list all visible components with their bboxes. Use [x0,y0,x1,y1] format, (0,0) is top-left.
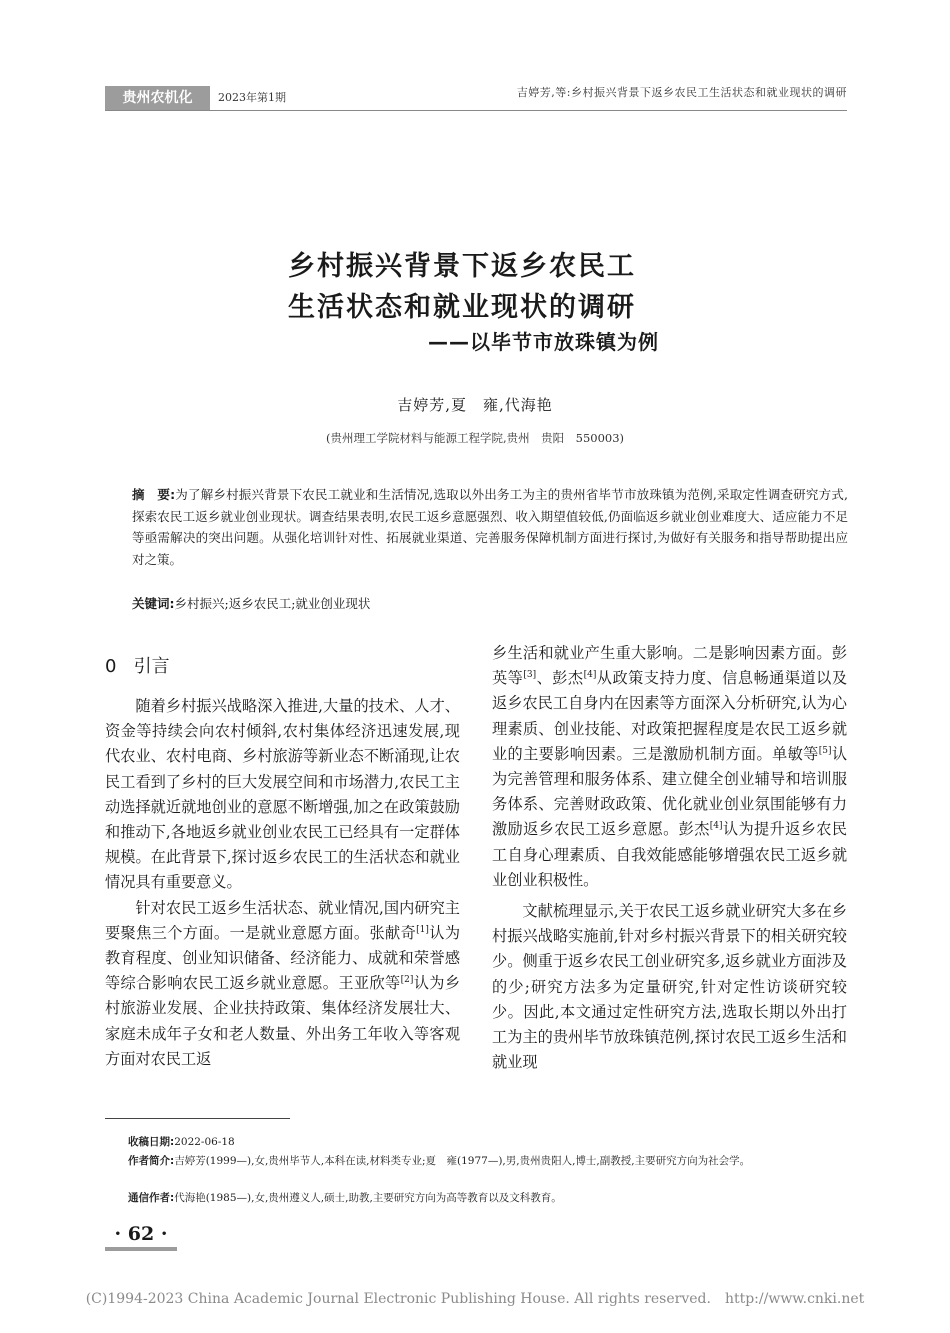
issue-label: 2023年第1期 [218,91,286,104]
paragraph-2-continued [492,641,847,893]
paragraph-text: 认为教育程度、创业知识储备、经济能力、成就和荣誉感等综合影响农民工返乡就业意愿。王亚欣等 [105,923,461,993]
footnote-rule [105,1118,290,1119]
author-list: 吉婷芳,夏 雍,代海艳 [397,396,553,414]
corresponding-text: 代海艳(1985—),女,贵州遵义人,硕士,助教,主要研究方向为高等教育以及文科教育。 [174,1192,562,1204]
page-number-bar [105,1247,177,1251]
citation: [4] [583,670,597,681]
abstract-label: 摘 要: [132,487,176,502]
section-heading [105,652,170,678]
affiliation: (贵州理工学院材料与能源工程学院,贵州 贵阳 550003) [325,431,625,445]
keywords-text: 乡村振兴;返乡农民工;就业创业现状 [174,596,371,611]
received-date: 2022-06-18 [174,1136,235,1148]
subtitle: ——以毕节市放珠镇为例 [428,330,659,354]
citation: [2] [400,975,414,986]
keywords-label: 关键词: [132,596,175,611]
author-bio-label: 作者简介: [128,1155,175,1167]
paragraph-text: 、彭杰 [536,669,584,688]
body-column-left [105,694,460,1072]
section-title: 引言 [133,656,170,677]
citation: [1] [416,924,429,935]
footnote-author-bio [128,1153,848,1170]
paragraph-text: 乡生活和就业产生重大影响。二是影响因素方面。彭英等 [492,644,847,688]
copyright-watermark: (C)1994-2023 China Academic Journal Electronic Publishing House. All rights reserved. http://www.cnki.net [85,1291,865,1307]
header-rule [105,110,847,111]
corresponding-label: 通信作者: [128,1192,175,1204]
page-number: · 62 · [114,1223,168,1245]
citation: [4] [709,821,723,832]
paragraph-1: 随着乡村振兴战略深入推进,大量的技术、人才、资金等持续会向农村倾斜,农村集体经济迅速发展,现代农业、农村电商、乡村旅游等新业态不断涌现,让农民工看到了乡村的巨大发展空间和市场潜力,农民工主动选择就近就地创业的意愿不断增强,加之在政策鼓励和推动下,各地返乡就业创业农民工已经具有一定群体规模。在此背景下,探讨返乡农民工的生活状态和就业情况具有重要意义。 [105,697,460,892]
abstract [132,484,848,570]
paragraph-text: 认为提升返乡农民工自身心理素质、自我效能感能够增强农民工返乡就业创业积极性。 [492,820,848,889]
citation: [3] [523,670,537,681]
citation: [5] [818,745,832,756]
title-line-1: 乡村振兴背景下返乡农民工 [288,251,636,282]
abstract-text: 为了解乡村振兴背景下农民工就业和生活情况,选取以外出务工为主的贵州省毕节市放珠镇为范例,采取定性调查研究方式,探索农民工返乡就业创业现状。调查结果表明,农民工返乡意愿强烈、收入期望值较低,仍面临返乡就业创业难度大、适应能力不足等亟需解决的突出问题。从强化培训针对性、拓展就业渠道、完善服务保障机制方面进行探讨,为做好有关服务和指导帮助提出应对之策。 [132,487,848,567]
paragraph-2-start [105,896,460,1072]
title-line-2: 生活状态和就业现状的调研 [288,292,636,323]
section-number: 0 [105,656,117,677]
body-column-right [492,641,847,1075]
paragraph-text: 从政策支持力度、信息畅通渠道以及返乡农民工自身内在因素等方面深入分析研究,认为心理素质、创业技能、对政策把握程度是农民工返乡就业的主要影响因素。三是激励机制方面。单敏等 [492,669,848,763]
paragraph-text: 认为乡村旅游业发展、企业扶持政策、集体经济发展壮大、家庭未成年子女和老人数量、外出务工年收入等客观方面对农民工返 [105,974,461,1068]
keywords [132,593,848,614]
journal-name: 贵州农机化 [122,90,193,106]
paragraph-3: 文献梳理显示,关于农民工返乡就业研究大多在乡村振兴战略实施前,针对乡村振兴背景下的相关研究较少。侧重于返乡农民工创业研究多,返乡就业方面涉及的少;研究方法多为定量研究,针对定性访谈研究较少。因此,本文通过定性研究方法,选取长期以外出打工为主的贵州毕节放珠镇范例,探讨农民工返乡生活和就业现 [492,902,847,1072]
paragraph-text: 认为完善管理和服务体系、建立健全创业辅导和培训服务体系、完善财政政策、优化就业创业氛围能够有力激励返乡农民工返乡意愿。彭杰 [492,744,848,839]
footnote-received [128,1134,848,1151]
paragraph-text: 针对农民工返乡生活状态、就业情况,国内研究主要聚焦三个方面。一是就业意愿方面。张献奇 [105,898,460,942]
running-title: 吉婷芳,等:乡村振兴背景下返乡农民工生活状态和就业现状的调研 [516,86,847,99]
footnote-corresponding-author [128,1190,848,1207]
author-bio-text: 吉婷芳(1999—),女,贵州毕节人,本科在读,材料类专业;夏 雍(1977—),男,贵州贵阳人,博士,副教授,主要研究方向为社会学。 [174,1155,751,1167]
received-label: 收稿日期: [128,1136,175,1148]
